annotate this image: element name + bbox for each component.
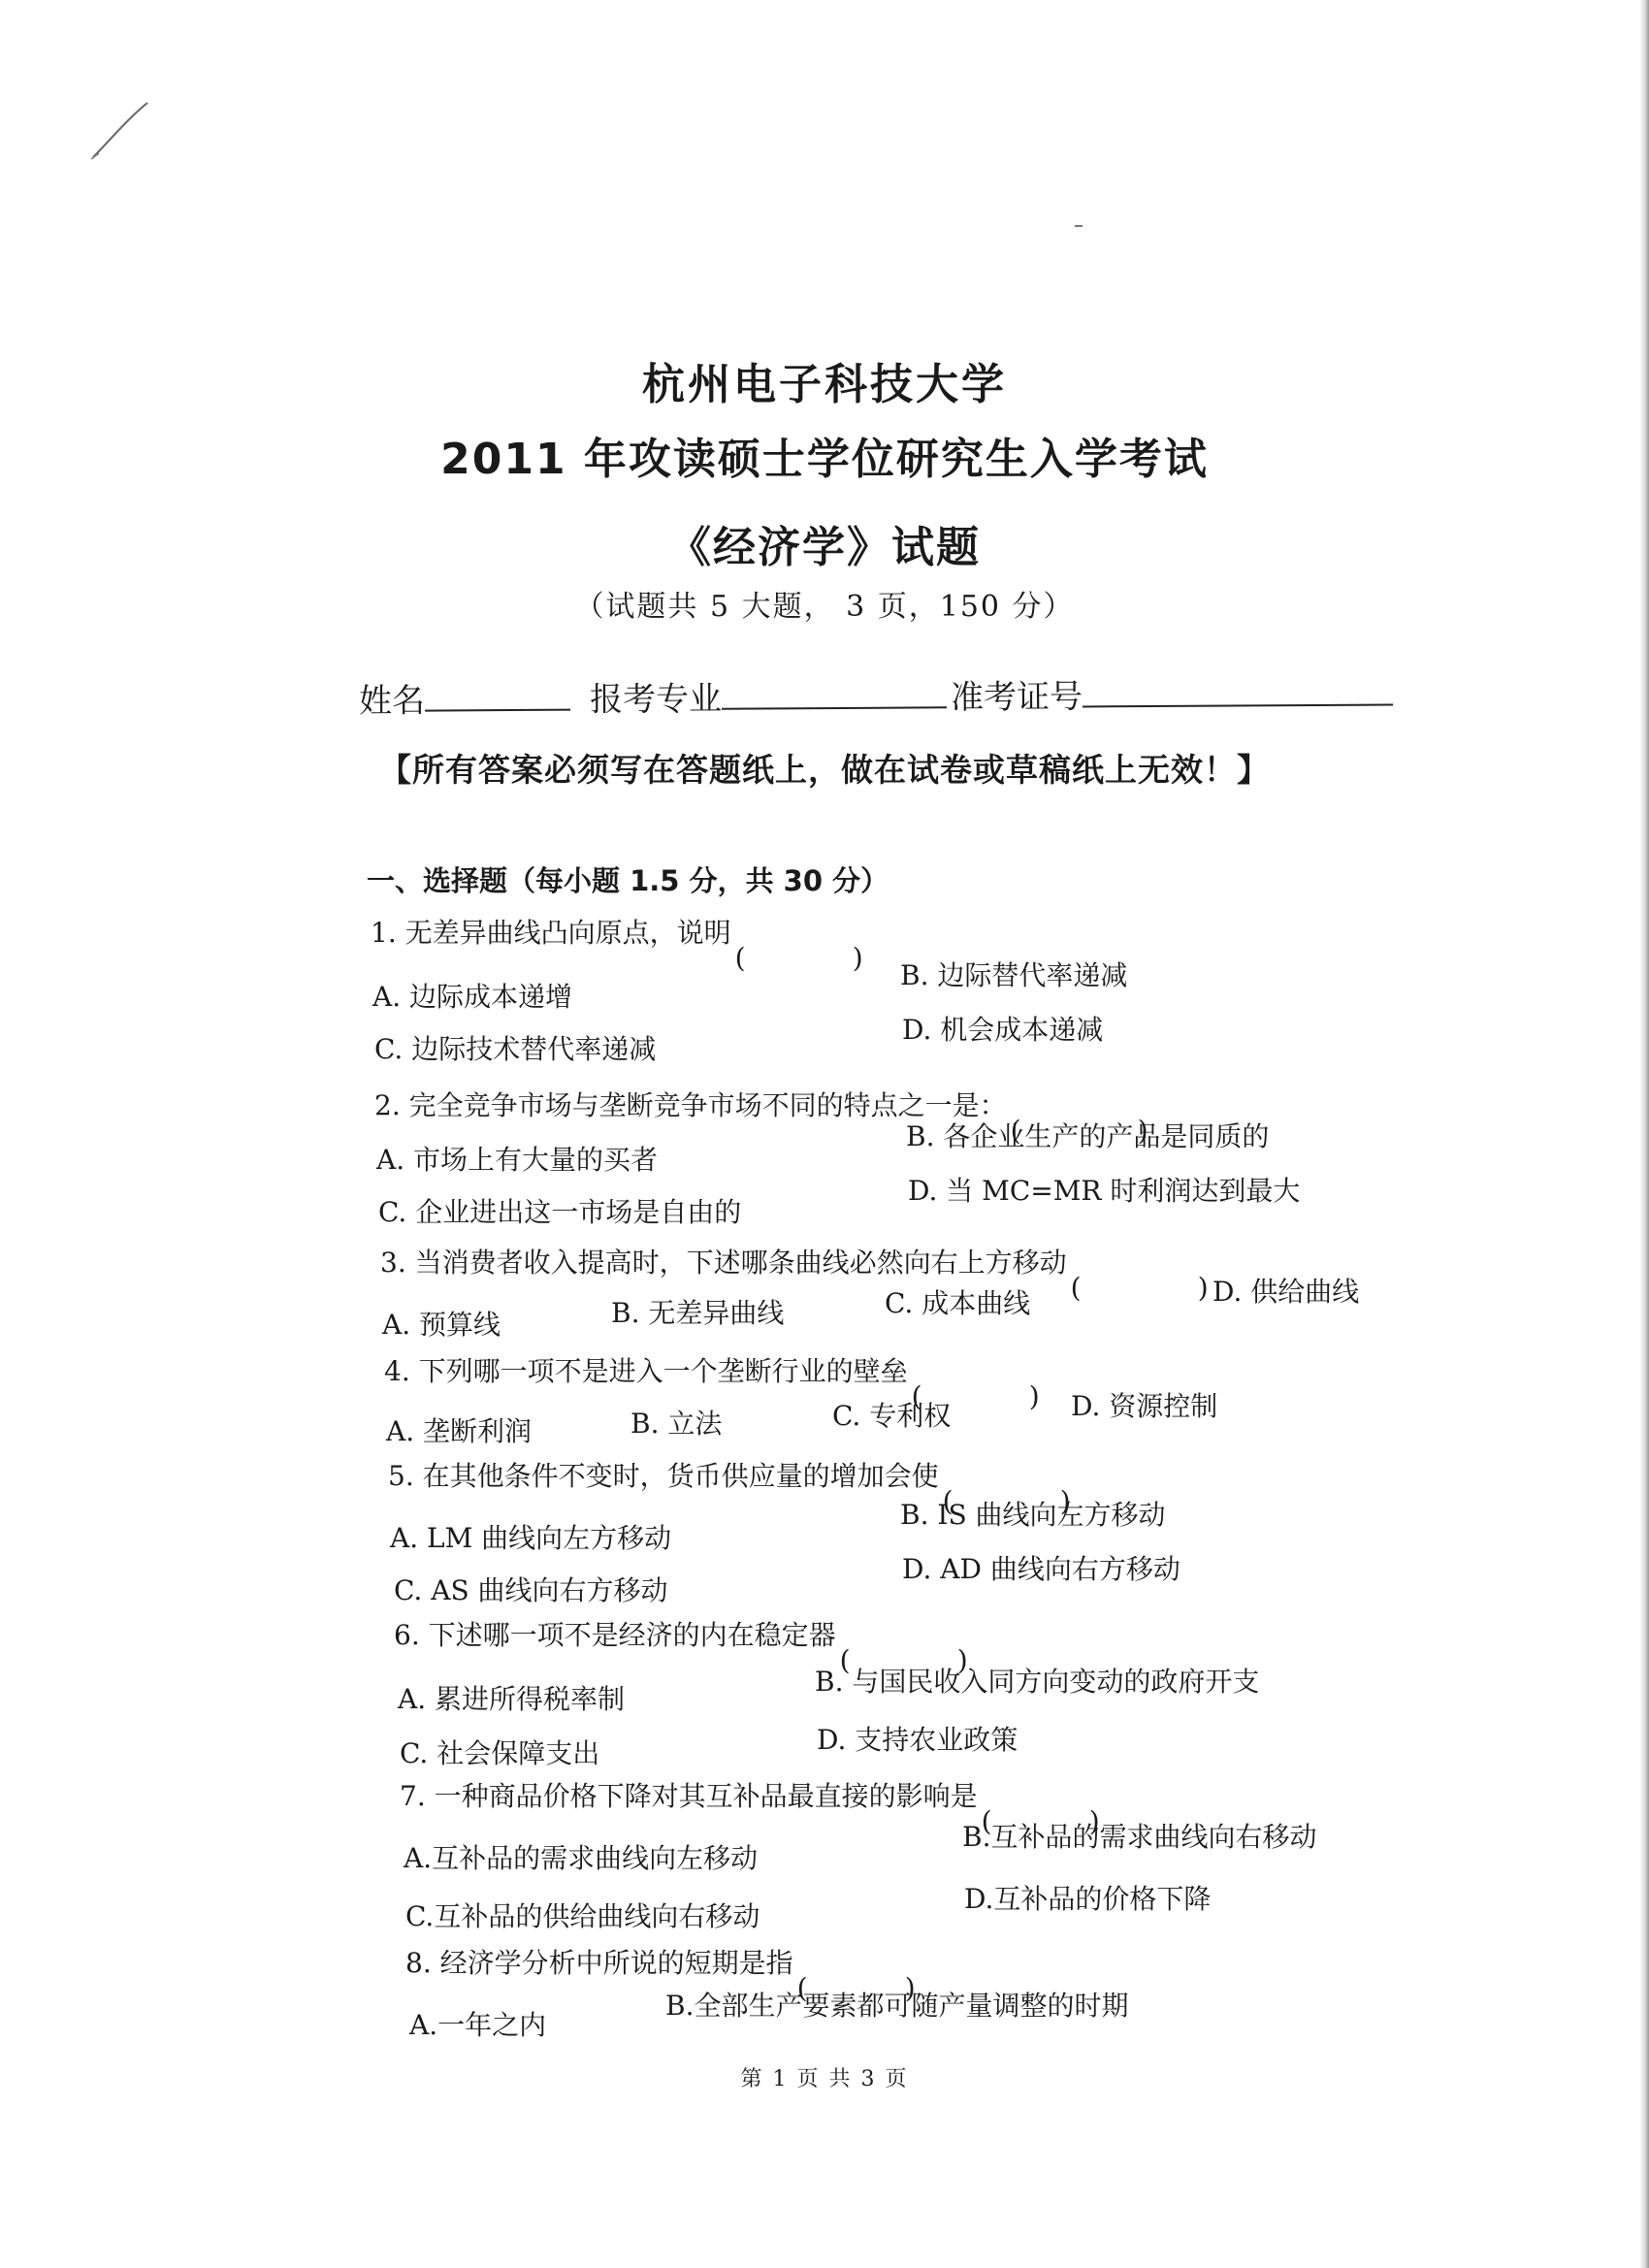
option-c: C. 专利权 (832, 1400, 952, 1432)
page-footer: 第 1 页 共 3 页 (740, 2067, 909, 2091)
option-c: C. AS 曲线向右方移动 (394, 1574, 668, 1606)
question-stem: 1. 无差异曲线凸向原点，说明 (371, 917, 731, 949)
question-stem: 6. 下述哪一项不是经济的内在稳定器 (394, 1619, 836, 1651)
question (394, 1614, 972, 1653)
option-a: A. 累进所得税率制 (398, 1683, 626, 1715)
answer-notice: 【所有答案必须写在答题纸上，做在试卷或草稿纸上无效！】 (379, 751, 1270, 789)
question-stem: 3. 当消费者收入提高时，下述哪条曲线必然向右上方移动 (380, 1247, 1067, 1279)
option-b: B.互补品的需求曲线向右移动 (962, 1821, 1317, 1853)
question (371, 912, 867, 951)
name-blank[interactable] (425, 682, 570, 712)
option-d: D. AD 曲线向右方移动 (902, 1553, 1180, 1585)
question (384, 1350, 1044, 1389)
option-a: A. 预算线 (382, 1309, 501, 1341)
option-c: C. 企业进出这一市场是自由的 (378, 1196, 742, 1228)
option-d: D. 当 MC=MR 时利润达到最大 (908, 1175, 1301, 1207)
option-b: B. 与国民收入同方向变动的政府开支 (815, 1666, 1260, 1698)
section-title: 一、选择题（每小题 1.5 分，共 30 分） (367, 864, 889, 897)
option-a: A. 垄断利润 (386, 1415, 533, 1447)
subject-title: 《经济学》试题 (668, 523, 981, 572)
major-label: 报考专业 (589, 679, 723, 720)
option-d: D.互补品的价格下降 (964, 1883, 1212, 1915)
option-b: B. 无差异曲线 (611, 1297, 785, 1329)
exam-info: （试题共 5 大题， 3 页，150 分） (574, 590, 1075, 624)
option-a: A. 市场上有大量的买者 (376, 1144, 659, 1176)
option-d: D. 机会成本递减 (902, 1014, 1104, 1046)
option-c: C. 社会保障支出 (400, 1737, 600, 1769)
major-blank[interactable] (722, 679, 947, 709)
scan-edge-shadow (1639, 0, 1649, 2268)
option-a: A.一年之内 (409, 2009, 547, 2041)
question-stem: 5. 在其他条件不变时，货币供应量的增加会使 (388, 1460, 939, 1492)
option-a: A. LM 曲线向左方移动 (390, 1522, 672, 1554)
question (405, 1942, 920, 1981)
option-d: D. 资源控制 (1071, 1390, 1218, 1422)
exam-title: 2011 年攻读硕士学位研究生入学考试 (440, 435, 1209, 484)
pen-stroke-mark (89, 97, 157, 165)
question (400, 1775, 1104, 1814)
option-b: B. 立法 (630, 1408, 723, 1440)
id-label: 准考证号 (950, 677, 1083, 718)
scan-speck (1075, 225, 1083, 227)
option-a: A. 边际成本递增 (372, 981, 573, 1013)
name-field (359, 673, 570, 722)
option-b: B. IS 曲线向左方移动 (900, 1499, 1166, 1531)
option-a: A.互补品的需求曲线向左移动 (404, 1842, 759, 1874)
candidate-fields (359, 666, 1397, 722)
option-c: C. 成本曲线 (885, 1287, 1031, 1319)
question-stem: 7. 一种商品价格下降对其互补品最直接的影响是 (400, 1780, 978, 1812)
major-field (590, 670, 947, 720)
option-c: C.互补品的供给曲线向右移动 (405, 1900, 760, 1932)
question (388, 1455, 1075, 1494)
question-stem: 4. 下列哪一项不是进入一个垄断行业的壁垒 (384, 1355, 908, 1387)
option-d: D. 供给曲线 (1212, 1276, 1360, 1308)
question-stem: 2. 完全竞争市场与垄断竞争市场不同的特点之一是： (374, 1089, 1007, 1121)
option-d: D. 支持农业政策 (817, 1724, 1018, 1756)
option-c: C. 边际技术替代率递减 (374, 1033, 657, 1065)
id-field (951, 667, 1393, 718)
school-title: 杭州电子科技大学 (642, 360, 1007, 409)
question (380, 1242, 1212, 1280)
name-label: 姓名 (358, 681, 426, 721)
option-b: B. 边际替代率递减 (900, 959, 1128, 991)
option-b: B.全部生产要素都可随产量调整的时期 (665, 1990, 1129, 2022)
id-blank[interactable] (1083, 676, 1393, 707)
option-b: B. 各企业生产的产品是同质的 (906, 1120, 1270, 1152)
question-stem: 8. 经济学分析中所说的短期是指 (405, 1947, 793, 1979)
